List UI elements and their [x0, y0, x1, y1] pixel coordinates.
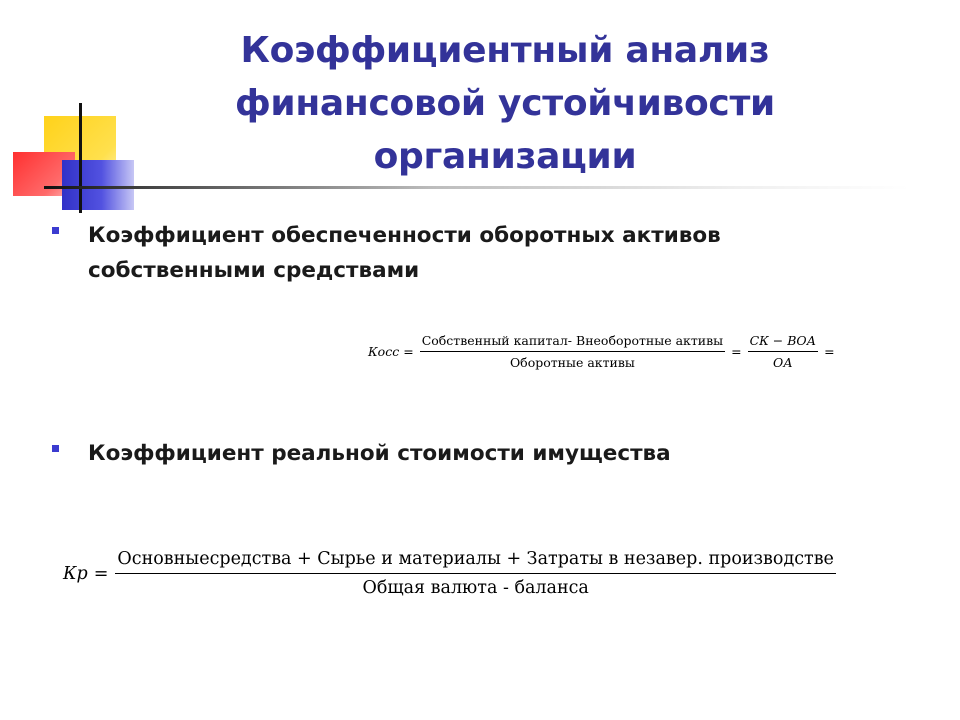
formula-lhs: Косс	[368, 344, 400, 359]
equals-sign: =	[93, 563, 109, 584]
blue-square	[62, 160, 134, 210]
equals-sign: =	[403, 344, 414, 359]
vertical-rule	[79, 103, 82, 213]
bullet-text: Коэффициент реальной стоимости имущества	[88, 441, 671, 466]
bullet-text: Коэффициент обеспеченности оборотных активов собственными средствами	[88, 223, 721, 283]
fraction-denominator: Оборотные активы	[509, 355, 635, 370]
equals-sign: =	[731, 344, 742, 359]
fraction-short	[748, 333, 819, 370]
decorative-squares-logo	[0, 0, 140, 215]
formula-lhs: Кр	[63, 563, 88, 584]
equals-sign: =	[824, 344, 835, 359]
bullet-square-icon	[52, 227, 59, 234]
formula-kp	[60, 549, 840, 598]
fraction-denominator: Общая валюта - баланса	[362, 578, 589, 598]
fraction-numerator: Собственный капитал- Внеоборотные активы	[421, 333, 724, 348]
fraction	[115, 549, 836, 598]
fraction-denominator: ОА	[773, 355, 793, 370]
bullet-square-icon	[52, 445, 59, 452]
title-underline-rule	[44, 186, 910, 189]
fraction-full	[420, 333, 725, 370]
fraction-numerator: Основныесредства + Сырье и материалы + Затраты в незавер. производстве	[117, 549, 834, 569]
fraction-numerator: СК − ВОА	[749, 333, 817, 348]
slide-title: Коэффициентный анализ финансовой устойчивости организации	[235, 30, 775, 177]
formula-kocc	[366, 333, 837, 370]
